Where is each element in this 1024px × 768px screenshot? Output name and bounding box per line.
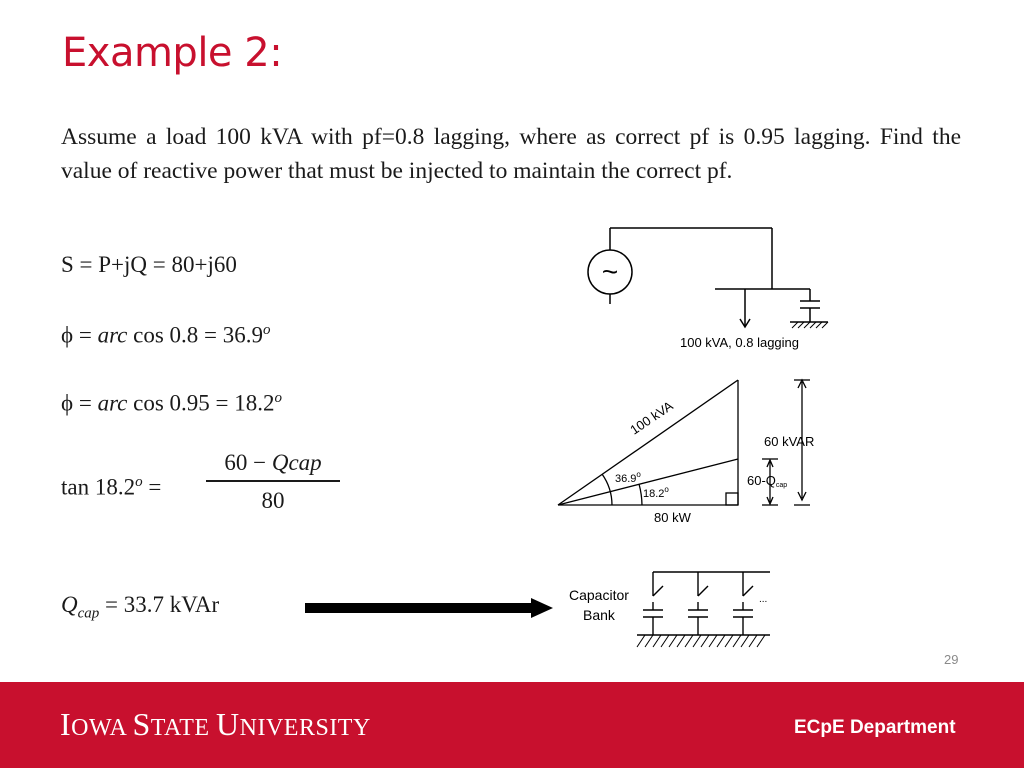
hypotenuse-label: 100 kVA (627, 398, 676, 438)
load-label: 100 kVA, 0.8 lagging (680, 335, 800, 350)
numerator-constant: 60 − (224, 450, 272, 475)
equation-angle-initial (61, 322, 271, 349)
ellipsis: ... (759, 594, 768, 605)
fraction-denominator: 80 (261, 488, 285, 513)
capacitor-bank-label-2: Bank (583, 607, 615, 623)
phi-symbol: ϕ = (61, 390, 98, 416)
initial-angle-label: 36.9$^o$ (615, 470, 641, 485)
capacitor-bank-diagram (565, 566, 780, 656)
circuit-diagram (580, 222, 840, 357)
department-label: ECpE Department (794, 717, 956, 738)
equation-body: cos 0.8 = 36.9 (127, 322, 264, 348)
equation-angle-corrected (61, 390, 282, 417)
phi-symbol: ϕ = (61, 322, 98, 348)
degree-superscript: o (263, 322, 271, 338)
capacitor-bank-label-1: Capacitor (569, 587, 629, 603)
university-logo: IOWA STATE UNIVERSITY (60, 706, 371, 742)
fraction-numerator (206, 450, 340, 482)
slide-title: Example 2: (62, 30, 283, 76)
degree-superscript: o (135, 474, 143, 490)
equals-sign: = (142, 474, 162, 500)
numerator-qcap: Qcap (271, 450, 322, 475)
equation-complex-power: S = P+jQ = 80+j60 (61, 252, 237, 277)
equation-tan-lhs (61, 474, 161, 501)
arc-text: arc (97, 322, 128, 348)
ground-hatch-icon (637, 635, 765, 647)
equation-qcap-result (61, 592, 219, 623)
q-symbol: Q (61, 592, 78, 617)
page-number: 29 (944, 652, 959, 667)
degree-superscript: o (274, 390, 283, 406)
reactive-power-label: 60 kVAR (764, 434, 815, 449)
switch-icon (653, 586, 663, 596)
cap-subscript: cap (77, 605, 100, 622)
fraction (206, 450, 340, 514)
equation-body: cos 0.95 = 18.2 (127, 390, 275, 416)
right-arrow-icon (305, 598, 553, 618)
active-power-label: 80 kW (654, 510, 691, 525)
power-triangle (552, 374, 842, 529)
result-value: = 33.7 kVAr (99, 592, 220, 617)
corrected-angle-label: 18.2$^o$ (643, 485, 669, 500)
arc-text: arc (97, 390, 128, 416)
tan-text: tan 18.2 (61, 474, 136, 500)
new-reactive-power-label: 60-Qcap (747, 473, 788, 489)
problem-statement: Assume a load 100 kVA with pf=0.8 lagging, where as correct pf is 0.95 lagging. Find the value of reactive power that must be injected to maintain the correct pf. (61, 124, 961, 184)
source-symbol: ~ (601, 256, 619, 287)
